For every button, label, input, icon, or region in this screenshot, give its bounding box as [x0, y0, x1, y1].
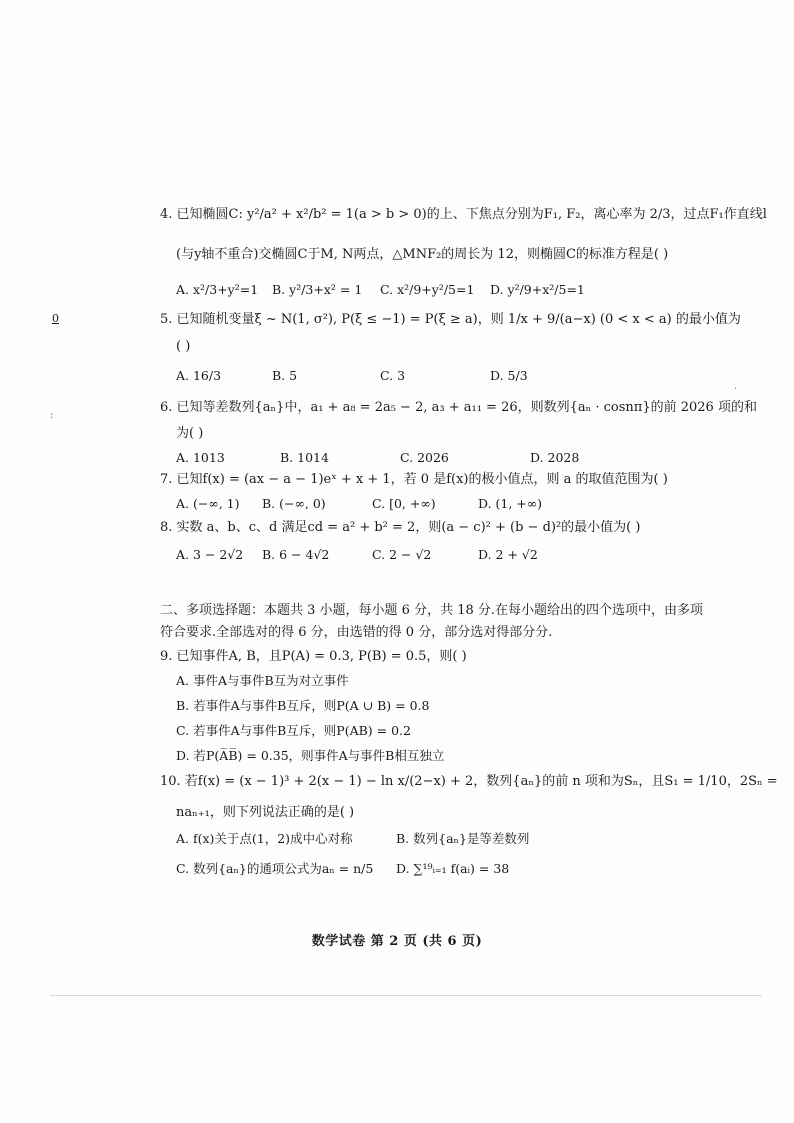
q6-option-b: B. 1014: [280, 450, 329, 465]
q7-option-d: D. (1, +∞): [478, 496, 543, 511]
q5-stem-line2: ( ): [176, 339, 191, 354]
q9-option-c: C. 若事件A与事件B互斥，则P(AB) = 0.2: [176, 723, 411, 738]
q6-option-d: D. 2028: [530, 450, 580, 465]
q4-option-a: A. x²/3+y²=1: [176, 282, 259, 297]
q6-option-a: A. 1013: [176, 450, 225, 465]
q8-option-c: C. 2 − √2: [372, 547, 432, 562]
q7-stem: 7. 已知f(x) = (ax − a − 1)eˣ + x + 1，若 0 是f(x)的极小值点，则 a 的取值范围为( ): [160, 472, 668, 487]
q4-stem-line2: (与y轴不重合)交椭圆C于M, N两点，△MNF₂的周长为 12，则椭圆C的标准方程是( ): [176, 247, 669, 262]
q4-option-b: B. y²/3+x² = 1: [272, 282, 363, 297]
section2-header-line1: 二、多项选择题：本题共 3 小题，每小题 6 分，共 18 分.在每小题给出的四个选项中，由多项: [160, 603, 704, 618]
q10-stem-line2: naₙ₊₁，则下列说法正确的是( ): [176, 805, 355, 820]
q8-option-d: D. 2 + √2: [478, 547, 538, 562]
q10-option-c: C. 数列{aₙ}的通项公式为aₙ = n/5: [176, 861, 374, 876]
margin-dots-right: ·: [734, 384, 738, 395]
q8-stem: 8. 实数 a、b、c、d 满足cd = a² + b² = 2，则(a − c)² + (b − d)²的最小值为( ): [160, 520, 641, 535]
q8-option-b: B. 6 − 4√2: [262, 547, 330, 562]
q9-option-d: D. 若P(A̅B̅) = 0.35，则事件A与事件B相互独立: [176, 748, 445, 763]
section2-header-line2: 符合要求.全部选对的得 6 分，由选错的得 0 分，部分选对得部分分.: [160, 625, 553, 640]
q4-option-c: C. x²/9+y²/5=1: [380, 282, 475, 297]
q10-option-d: D. ∑¹⁹ᵢ₌₁ f(aᵢ) = 38: [396, 861, 510, 876]
q10-stem-line1: 10. 若f(x) = (x − 1)³ + 2(x − 1) − ln x/(2−x) + 2，数列{aₙ}的前 n 项和为Sₙ，且S₁ = 1/10，2Sₙ =: [160, 774, 778, 789]
q9-stem: 9. 已知事件A, B，且P(A) = 0.3, P(B) = 0.5，则( ): [160, 649, 467, 664]
q5-stem-line1: 5. 已知随机变量ξ ~ N(1, σ²), P(ξ ≤ −1) = P(ξ ≥ a)，则 1/x + 9/(a−x) (0 < x < a) 的最小值为: [160, 312, 741, 327]
q9-option-a: A. 事件A与事件B互为对立事件: [176, 673, 349, 688]
q5-option-c: C. 3: [380, 368, 406, 383]
q5-option-a: A. 16/3: [176, 368, 222, 383]
page-footer: 数学试卷 第 2 页 (共 6 页): [311, 934, 483, 949]
q4-stem-line1: 4. 已知椭圆C: y²/a² + x²/b² = 1(a > b > 0)的上、下焦点分别为F₁, F₂，离心率为 2/3，过点F₁作直线l: [160, 207, 767, 222]
q4-option-d: D. y²/9+x²/5=1: [490, 282, 585, 297]
q7-option-a: A. (−∞, 1): [176, 496, 240, 511]
q7-option-b: B. (−∞, 0): [262, 496, 326, 511]
q10-option-a: A. f(x)关于点(1，2)成中心对称: [176, 831, 353, 846]
q7-option-c: C. [0, +∞): [372, 496, 436, 511]
scan-edge-line: [50, 995, 762, 996]
margin-dots: :: [50, 410, 54, 421]
q8-option-a: A. 3 − 2√2: [176, 547, 244, 562]
q6-stem-line2: 为( ): [176, 426, 204, 441]
q5-option-b: B. 5: [272, 368, 298, 383]
q9-option-b: B. 若事件A与事件B互斥，则P(A ∪ B) = 0.8: [176, 698, 430, 713]
q6-option-c: C. 2026: [400, 450, 449, 465]
q10-option-b: B. 数列{aₙ}是等差数列: [396, 831, 530, 846]
q5-option-d: D. 5/3: [490, 368, 528, 383]
q6-stem-line1: 6. 已知等差数列{aₙ}中，a₁ + a₈ = 2a₅ − 2, a₃ + a₁₁ = 26，则数列{aₙ · cosnπ}的前 2026 项的和: [160, 400, 757, 415]
margin-mark: 0: [52, 312, 59, 325]
